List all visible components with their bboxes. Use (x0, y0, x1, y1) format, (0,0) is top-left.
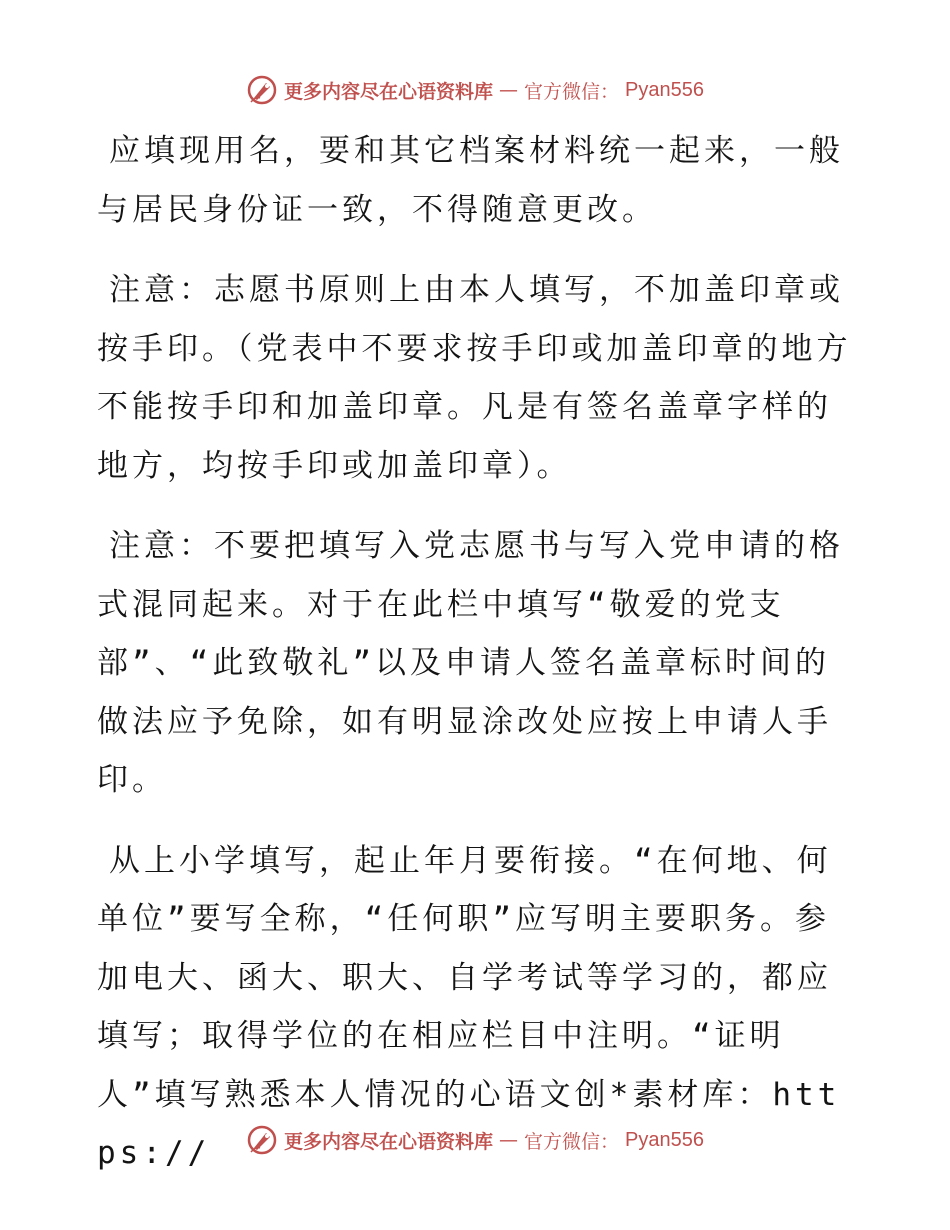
banner-main-text: 更多内容尽在心语资料库 (284, 1130, 494, 1153)
document-body (97, 122, 857, 1205)
banner-wechat-label: 官方微信： (524, 80, 620, 103)
banner-dash: — (499, 1129, 519, 1151)
pen-nib-logo-icon (246, 1124, 278, 1156)
paragraph-name-rule: 应填现用名，要和其它档案材料统一起来，一般与居民身份证一致，不得随意更改。 (97, 133, 844, 228)
banner-wechat-label: 官方微信： (524, 1130, 620, 1153)
banner-main-text: 更多内容尽在心语资料库 (284, 80, 494, 103)
banner-wechat-id: Pyan556 (625, 78, 704, 101)
footer-banner (0, 1120, 950, 1160)
pen-nib-logo-icon (246, 74, 278, 106)
banner-dash: — (499, 79, 519, 101)
paragraph-resume-rule: 从上小学填写，起止年月要衔接。“在何地、何单位”要写全称，“任何职”应写明主要职务。参加电大、函大、职大、自学考试等学习的，都应填写；取得学位的在相应栏目中注明。“证明人”填写熟悉本人情况的心语文创*素材库：https:// (97, 842, 841, 1171)
header-banner (0, 70, 950, 110)
banner-wechat-id: Pyan556 (625, 1128, 704, 1151)
paragraph-signature-note: 注意：志愿书原则上由本人填写，不加盖印章或按手印。（党表中不要求按手印或加盖印章的地方不能按手印和加盖印章。凡是有签名盖章字样的地方，均按手印或加盖印章）。 (97, 272, 852, 484)
paragraph-format-note: 注意：不要把填写入党志愿书与写入党申请的格式混同起来。对于在此栏中填写“敬爱的党支部”、“此致敬礼”以及申请人签名盖章标时间的做法应予免除，如有明显涂改处应按上申请人手印。 (97, 528, 844, 798)
